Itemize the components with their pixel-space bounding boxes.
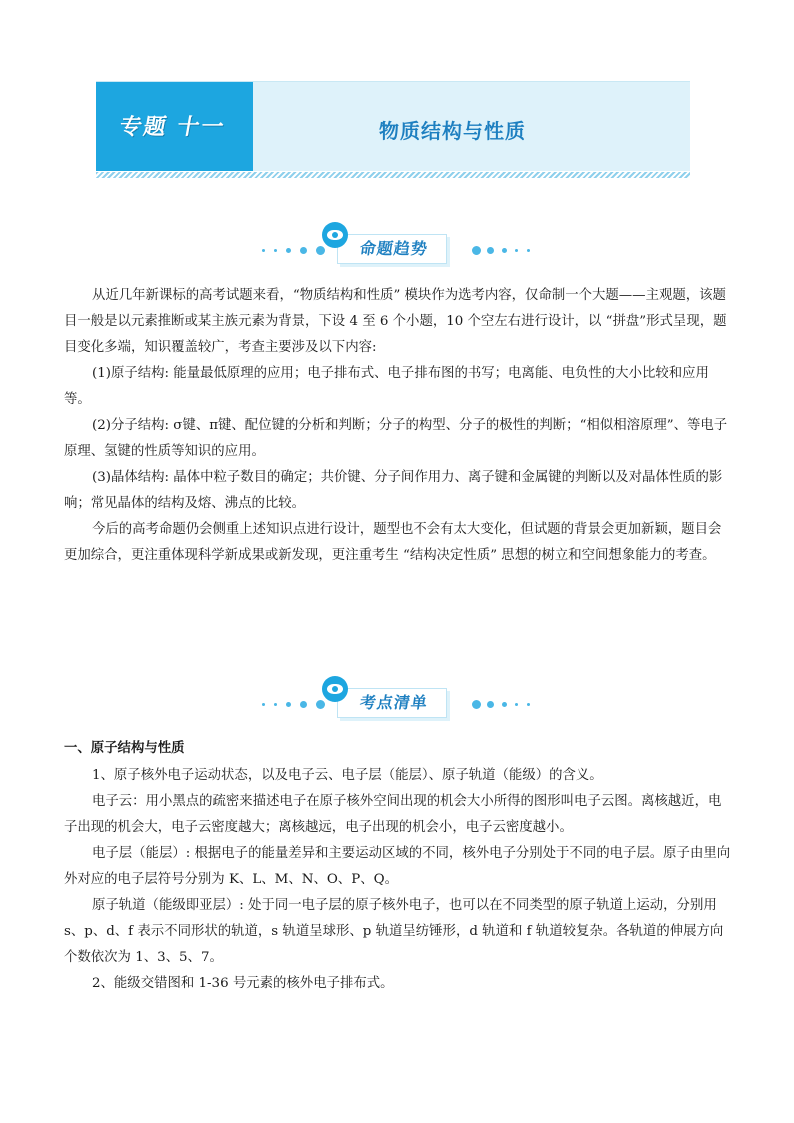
section-badge-checklist bbox=[250, 676, 550, 724]
trend-paragraph: 从近几年新课标的高考试题来看，“物质结构和性质” 模块作为选考内容，仅命制一个大题——主观题，该题目一般是以元素推断或某主族元素为背景，下设 4 至 6 个小题，10 个空左右进行设计，以 “拼盘”形式呈现，题目变化多端，知识覆盖较广，考查主要涉及以下内容: bbox=[64, 288, 727, 355]
checklist-paragraph: 电子云：用小黑点的疏密来描述电子在原子核外空间出现的机会大小所得的图形叫电子云图。离核越近，电子出现的机会大，电子云密度越大；离核越远，电子出现的机会小，电子云密度越小。 bbox=[64, 794, 722, 835]
left-dots-decoration bbox=[262, 700, 322, 710]
section-badge-trend bbox=[250, 222, 550, 270]
section-title-trend: 命题趋势 bbox=[358, 239, 430, 258]
checklist-heading: 一、原子结构与性质 bbox=[64, 741, 185, 756]
left-dots-decoration bbox=[262, 246, 322, 256]
topic-number-label: 专题 十一 bbox=[117, 115, 228, 140]
trend-paragraph: (3)晶体结构: 晶体中粒子数目的确定；共价键、分子间作用力、离子键和金属键的判断以及对晶体性质的影响；常见晶体的结构及熔、沸点的比较。 bbox=[64, 470, 723, 511]
right-dots-decoration bbox=[472, 700, 538, 710]
banner-hatch-divider bbox=[96, 172, 690, 178]
checklist-paragraph: 电子层（能层）: 根据电子的能量差异和主要运动区域的不同，核外电子分别处于不同的电子层。原子由里向外对应的电子层符号分别为 K、L、M、N、O、P、Q。 bbox=[64, 846, 731, 887]
section-title-checklist: 考点清单 bbox=[358, 693, 430, 712]
right-dots-decoration bbox=[472, 246, 538, 256]
checklist-text-block bbox=[64, 763, 732, 997]
checklist-paragraph: 原子轨道（能级即亚层）: 处于同一电子层的原子核外电子，也可以在不同类型的原子轨道上运动，分别用 s、p、d、f 表示不同形状的轨道，s 轨道呈球形、p 轨道呈纺锤形，d 轨道和 f 轨道较复杂。各轨道的伸展方向个数依次为 1、3、5、7。 bbox=[64, 898, 724, 965]
trend-paragraph: (1)原子结构: 能量最低原理的应用；电子排布式、电子排布图的书写；电离能、电负性的大小比较和应用等。 bbox=[64, 366, 709, 407]
eye-icon bbox=[322, 676, 348, 702]
checklist-paragraph: 2、能级交错图和 1-36 号元素的核外电子排布式。 bbox=[92, 976, 394, 991]
topic-banner bbox=[96, 81, 690, 171]
topic-label-block bbox=[96, 82, 253, 171]
checklist-paragraph: 1、原子核外电子运动状态，以及电子云、电子层（能层）、原子轨道（能级）的含义。 bbox=[92, 768, 603, 783]
trend-text-block bbox=[64, 283, 732, 569]
trend-paragraph: 今后的高考命题仍会侧重上述知识点进行设计，题型也不会有太大变化，但试题的背景会更加新颖，题目会更加综合，更注重体现科学新成果或新发现，更注重考生 “结构决定性质” 思想的树立和空间想象能力的考查。 bbox=[64, 522, 722, 563]
eye-icon bbox=[322, 222, 348, 248]
trend-paragraph: (2)分子结构: σ键、π键、配位键的分析和判断；分子的构型、分子的极性的判断；“相似相溶原理”、等电子原理、氢键的性质等知识的应用。 bbox=[64, 418, 728, 459]
topic-title: 物质结构与性质 bbox=[379, 119, 526, 143]
